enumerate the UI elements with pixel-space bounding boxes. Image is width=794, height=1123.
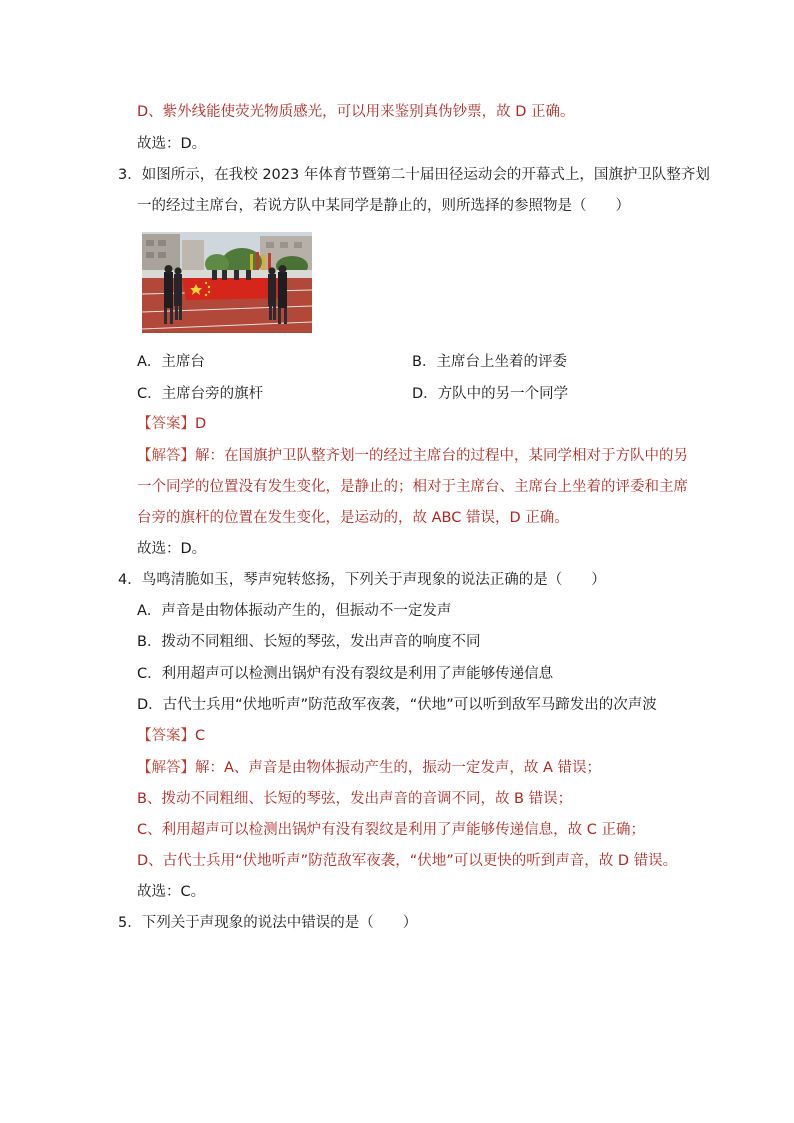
q4-option-a: A．声音是由物体振动产生的，但振动不一定发声: [137, 603, 452, 619]
flag-guard-photo: [142, 232, 312, 333]
q3-answer: D: [195, 416, 207, 432]
q3-analysis-line2: 一个同学的位置没有发生变化，是静止的；相对于主席台、主席台上坐着的评委和主席: [137, 479, 688, 495]
q3-analysis-text1: 解：在国旗护卫队整齐划一的经过主席台的过程中，某同学相对于方队中的另: [195, 448, 688, 464]
q3-answer-row: [137, 414, 206, 434]
q4-analysis-d-part2: “伏地”可以更快的听到声音，故 D 错误。: [409, 853, 678, 869]
q3-stem-line1: 3．如图所示，在我校 2023 年体育节暨第二十届田径运动会的开幕式上，国旗护卫队整齐划: [118, 167, 710, 183]
q4-option-d: D．古代士兵用“伏地听声”防范敌军夜袭，“伏地”可以听到敌军马蹄发出的次声波: [137, 697, 657, 713]
q3-analysis-line1: [137, 446, 688, 466]
q4-analysis-c: C、利用超声可以检测出锅炉有没有裂纹是利用了声能够传递信息，故 C 正确；: [137, 822, 645, 838]
q4-answer: C: [195, 728, 206, 744]
q4-analysis-a-text: 解：A、声音是由物体振动产生的，振动一定发声，故 A 错误；: [195, 760, 602, 776]
answer-tag: 【答案】: [137, 728, 195, 744]
prev-choose: 故选：D。: [137, 136, 207, 152]
q4-answer-row: [137, 726, 205, 746]
answer-tag: 【答案】: [137, 416, 195, 432]
q4-analysis-a: [137, 758, 601, 778]
q4-analysis-b: B、拨动不同粗细、长短的琴弦，发出声音的音调不同，故 B 错误；: [137, 791, 573, 807]
q4-analysis-d-part1: D、古代士兵用“伏地听声”防范敌军夜袭，: [137, 853, 410, 869]
q3-analysis-line3: 台旁的旗杆的位置在发生变化，是运动的，故 ABC 错误，D 正确。: [137, 510, 569, 526]
q4-stem: 4．鸟鸣清脆如玉，琴声宛转悠扬，下列关于声现象的说法正确的是（ ）: [118, 572, 606, 588]
q3-stem-line2: 一的经过主席台，若说方队中某同学是静止的，则所选择的参照物是（ ）: [137, 198, 630, 214]
prev-solution-d: D、紫外线能使荧光物质感光，可以用来鉴别真伪钞票，故 D 正确。: [137, 104, 575, 120]
q4-choose: 故选：C。: [137, 884, 206, 900]
q4-option-c: C．利用超声可以检测出锅炉有没有裂纹是利用了声能够传递信息: [137, 666, 554, 682]
q3-choose: 故选：D。: [137, 541, 207, 557]
q3-option-d: D．方队中的另一个同学: [412, 386, 569, 402]
q5-stem: 5．下列关于声现象的说法中错误的是（ ）: [118, 915, 418, 931]
q3-option-c: C．主席台旁的旗杆: [137, 386, 264, 402]
q3-option-a: A．主席台: [137, 354, 205, 370]
analysis-tag: 【解答】: [137, 760, 195, 776]
q4-option-b: B．拨动不同粗细、长短的琴弦，发出声音的响度不同: [137, 634, 481, 650]
analysis-tag: 【解答】: [137, 448, 195, 464]
q4-analysis-d: [137, 851, 677, 871]
q3-option-b: B．主席台上坐着的评委: [412, 354, 567, 370]
